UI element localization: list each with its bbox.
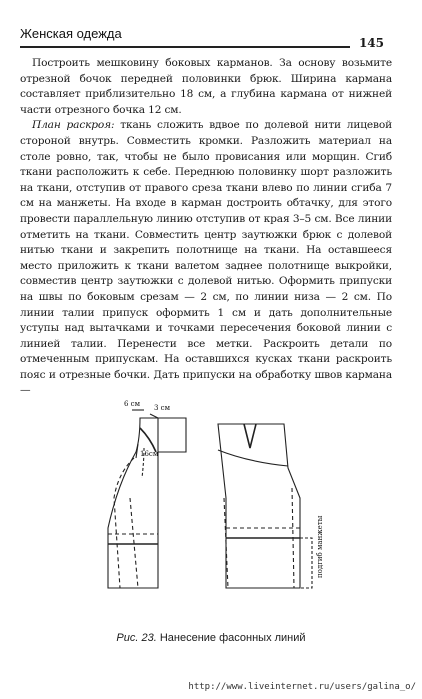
label-16cm: 16см — [140, 450, 159, 458]
back-yoke-line — [218, 450, 288, 466]
paragraph-2-text: ткань сложить вдвое по долевой нити лицевой стороной внутрь. Совместить кромки. Разложить материал на столе ровно, так, чтобы не было провисания или морщин. Сгиб ткани расположить к себе. Переднюю половинку шорт разложить на ткани, отступив от правого среза ткани влево по линии сгиба 7 см на манжеты. На входе в карман достроить обтачку, для этого провести параллельную линию отступив от края 3–5 см. Все линии отметить на ткани. Совместить центр заутюжки брюк с долевой нитью ткани и закрепить полотнище на ткани. На оставшееся место приложить к ткани валетом заднее полотнище выкройки, совместив центр заутюжки с долевой нитью. Оформить припуски на швы по боковым срезам — 2 см, по линии низа — 2 см. По линии талии припуск оформить 1 см и дать дополнительные уступы над вытачками и точками пересечения боковой линии с линией талии. Перенести все метки. Раскроить детали по отмеченным припускам. На оставшихся кусках ткани раскроить пояс и отрезные бочки. Дать припуски на обработку швов кармана — — [20, 119, 393, 397]
label-cuff-fold: подгиб манжеты — [316, 515, 324, 578]
body-text — [20, 56, 392, 399]
header-rule — [20, 46, 350, 48]
label-6cm: 6 см — [124, 400, 141, 408]
figure-caption — [0, 632, 422, 644]
running-head: Женская одежда — [20, 26, 122, 41]
page-header — [20, 26, 384, 50]
front-piece-outline — [108, 418, 158, 588]
figure-label: Рис. 23. — [116, 632, 157, 644]
caption-text: Нанесение фасонных линий — [156, 632, 306, 644]
measure-3cm — [150, 414, 158, 418]
paragraph-2 — [20, 118, 392, 399]
back-dart — [244, 424, 256, 448]
paragraph-1: Построить мешковину боковых карманов. За основу возьмите отрезной бочок передней половинки брюк. Ширина кармана составляет приблизительно 18 см, а глубина кармана от нижней части отрезного бочка 12 см. — [20, 57, 392, 116]
pocket-facing — [158, 418, 186, 452]
inner-dashed — [130, 498, 138, 588]
pattern-figure — [78, 388, 348, 623]
label-3cm: 3 см — [154, 404, 171, 412]
cuff-fold — [300, 538, 312, 588]
back-piece-outline — [218, 424, 300, 588]
pocket-line — [140, 428, 156, 452]
paragraph-2-lead: План раскроя: — [32, 119, 115, 132]
watermark-url: http://www.liveinternet.ru/users/galina_o/ — [188, 682, 416, 692]
page-number: 145 — [358, 36, 384, 50]
